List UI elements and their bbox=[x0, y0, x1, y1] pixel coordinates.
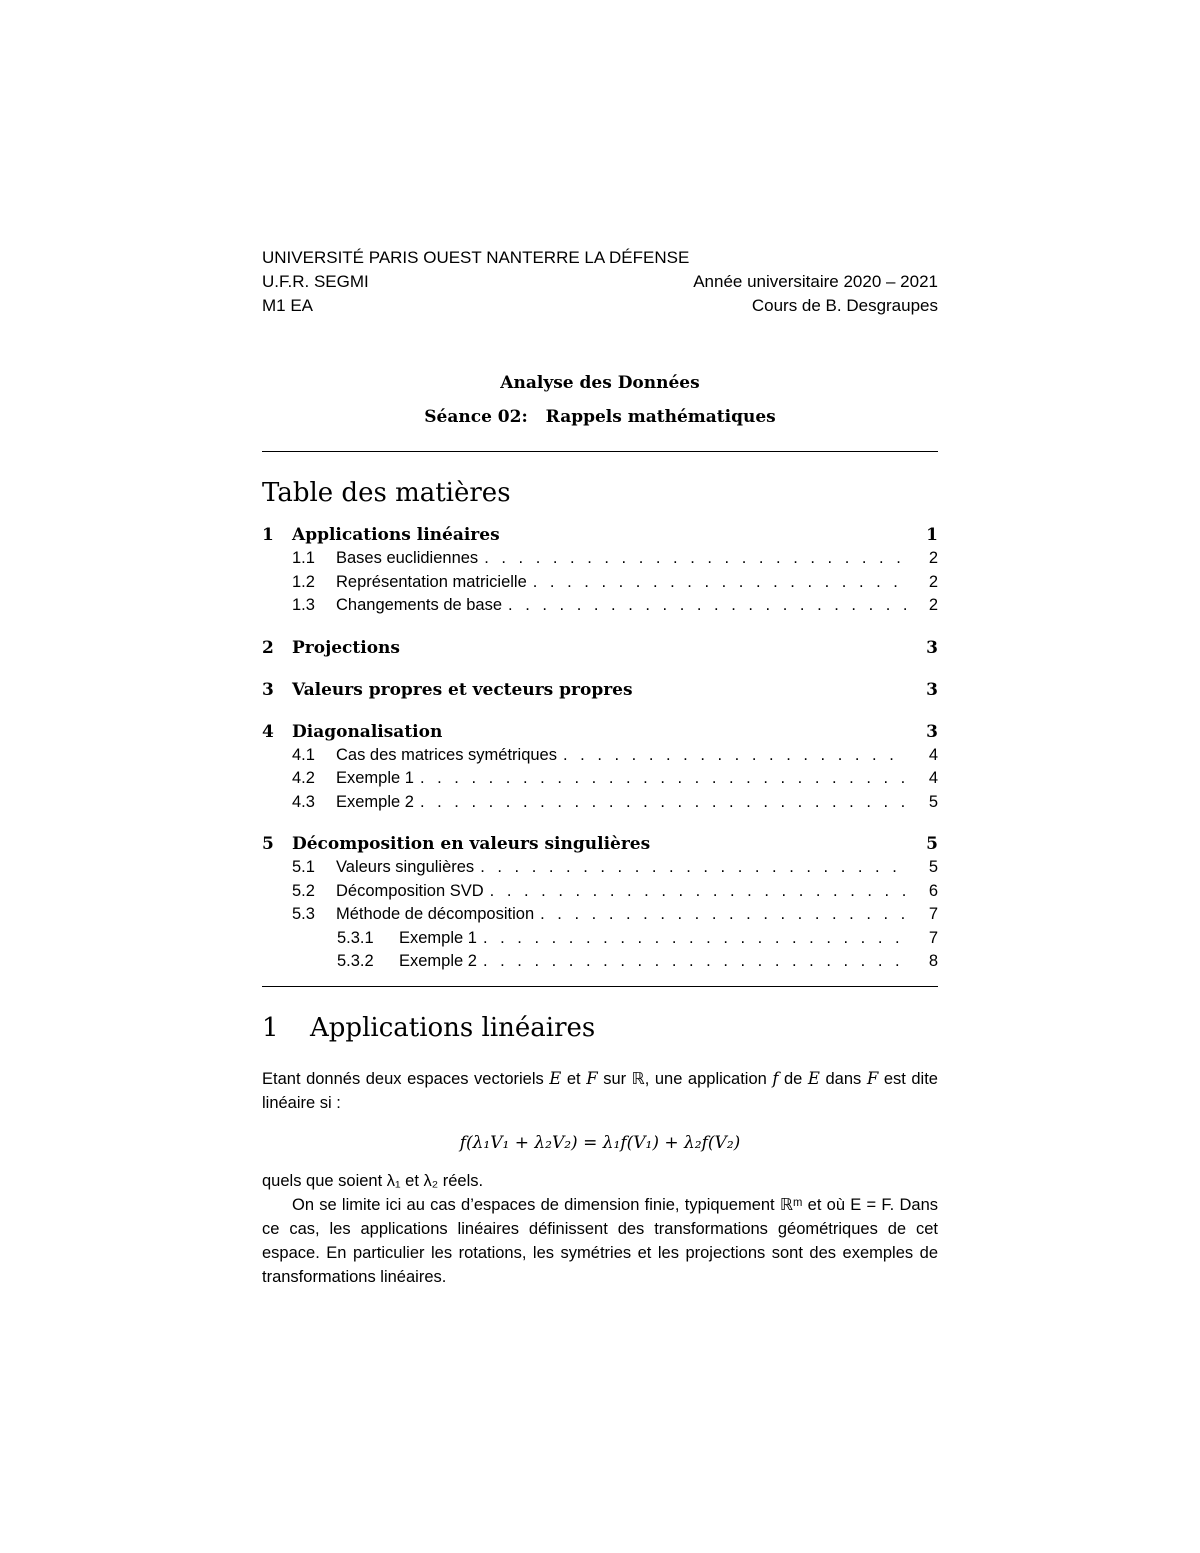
toc-section-number: 1 bbox=[262, 525, 274, 545]
toc-section-page: 5 bbox=[926, 834, 938, 854]
toc-section-page: 1 bbox=[926, 525, 938, 545]
toc-subsection-entry[interactable] bbox=[262, 950, 938, 974]
header-block bbox=[262, 246, 938, 318]
paragraph-definition: Etant donnés deux espaces vectoriels E et F sur ℝ, une application f de E dans F est dite linéaire si : bbox=[262, 1068, 938, 1112]
document-subtitle bbox=[262, 407, 938, 427]
toc-section-number: 3 bbox=[262, 679, 274, 700]
toc-subsection-number: 4.1 bbox=[292, 745, 315, 764]
toc-section-title: Valeurs propres et vecteurs propres bbox=[292, 679, 633, 700]
toc-subsection-number: 4.2 bbox=[292, 769, 315, 787]
section-heading bbox=[262, 1013, 938, 1043]
session-title: Rappels mathématiques bbox=[545, 407, 776, 427]
toc-subsection-entry[interactable] bbox=[262, 791, 938, 815]
toc-subsection-number: 1.3 bbox=[292, 596, 315, 614]
toc-subsection-entry[interactable] bbox=[262, 927, 938, 951]
ufr-name: U.F.R. SEGMI bbox=[262, 272, 369, 291]
toc-subsection-number: 5.2 bbox=[292, 881, 315, 900]
linearity-formula: f(λ₁V₁ + λ₂V₂) = λ₁f(V₁) + λ₂f(V₂) bbox=[459, 1132, 741, 1153]
session-label: Séance 02: bbox=[424, 407, 528, 427]
top-rule bbox=[262, 451, 938, 452]
section-number: 1 bbox=[262, 1012, 279, 1043]
toc-subsection-entry[interactable] bbox=[262, 744, 938, 768]
toc-dot-leader bbox=[477, 927, 906, 951]
toc-subsection-title: Valeurs singulières bbox=[336, 858, 475, 876]
program-name: M1 EA bbox=[262, 296, 314, 315]
academic-year: Année universitaire 2020 – 2021 bbox=[693, 272, 938, 291]
toc-section-title: Applications linéaires bbox=[292, 525, 500, 545]
toc-subsection-entry[interactable] bbox=[262, 571, 938, 595]
toc-section-page: 3 bbox=[926, 637, 938, 658]
toc-subsection-page: 8 bbox=[928, 952, 938, 970]
toc-subsection-page: 2 bbox=[928, 549, 938, 567]
toc-section-page: 3 bbox=[926, 721, 938, 742]
section-title: Applications linéaires bbox=[310, 1012, 596, 1043]
toc-subsection-number: 1.2 bbox=[292, 572, 315, 591]
toc-section-entry[interactable] bbox=[262, 721, 938, 744]
paragraph-lambdas: quels que soient λ₁ et λ₂ réels. bbox=[262, 1171, 484, 1190]
toc-subsection-page: 5 bbox=[928, 792, 938, 811]
toc-subsection-page: 5 bbox=[928, 858, 938, 876]
toc-subsection-number: 5.3.2 bbox=[337, 952, 374, 970]
toc-subsection-page: 4 bbox=[928, 769, 938, 787]
toc-subsection-title: Méthode de décomposition bbox=[336, 905, 535, 923]
toc-dot-leader bbox=[474, 856, 906, 880]
toc-gap bbox=[262, 814, 938, 833]
toc-dot-leader bbox=[527, 571, 906, 595]
toc-subsection-page: 6 bbox=[928, 881, 938, 900]
document-page bbox=[262, 246, 938, 1289]
toc-dot-leader bbox=[502, 594, 906, 618]
toc-subsection-number: 5.3 bbox=[292, 905, 315, 923]
toc-subsection-entry[interactable] bbox=[262, 903, 938, 927]
toc-subsection-entry[interactable] bbox=[262, 594, 938, 618]
toc-subsection-page: 2 bbox=[928, 596, 938, 614]
toc-subsection-entry[interactable] bbox=[262, 880, 938, 904]
toc-section-entry[interactable] bbox=[262, 637, 938, 660]
paragraph-finite-dimension: On se limite ici au cas d’espaces de dimension finie, typiquement ℝᵐ et où E = F. Dans ce cas, les applications linéaires définissent des transformations géométriques de cet espace. En particulier les rotations, les symétries et les projections sont des exemples de transformations linéaires. bbox=[262, 1195, 938, 1286]
toc-gap bbox=[262, 618, 938, 637]
toc-subsection-page: 4 bbox=[928, 745, 938, 764]
toc-section-entry[interactable] bbox=[262, 679, 938, 702]
toc-subsection-title: Cas des matrices symétriques bbox=[336, 745, 557, 764]
toc-subsection-title: Représentation matricielle bbox=[336, 572, 527, 591]
toc-dot-leader bbox=[414, 767, 906, 791]
bottom-rule bbox=[262, 986, 938, 987]
toc-subsection-title: Changements de base bbox=[336, 596, 503, 614]
toc-section-number: 5 bbox=[262, 834, 274, 854]
course-author: Cours de B. Desgraupes bbox=[751, 296, 938, 315]
university-name: UNIVERSITÉ PARIS OUEST NANTERRE LA DÉFENSE bbox=[262, 248, 690, 267]
toc-dot-leader bbox=[534, 903, 906, 927]
document-title: Analyse des Données bbox=[500, 373, 700, 393]
toc-subsection-entry[interactable] bbox=[262, 767, 938, 791]
toc-dot-leader bbox=[557, 744, 906, 768]
toc-subsection-number: 4.3 bbox=[292, 792, 315, 811]
toc-subsection-page: 7 bbox=[928, 928, 938, 947]
toc-section-number: 4 bbox=[262, 721, 274, 742]
toc-subsection-title: Bases euclidiennes bbox=[336, 549, 479, 567]
toc-section-title: Décomposition en valeurs singulières bbox=[292, 834, 651, 854]
toc-dot-leader bbox=[484, 880, 906, 904]
toc-gap bbox=[262, 660, 938, 679]
toc-subsection-number: 5.1 bbox=[292, 858, 315, 876]
toc-subsection-entry[interactable] bbox=[262, 856, 938, 880]
toc-subsection-title: Exemple 1 bbox=[336, 769, 414, 787]
toc-gap bbox=[262, 702, 938, 721]
toc-subsection-entry[interactable] bbox=[262, 547, 938, 571]
toc-section-number: 2 bbox=[262, 637, 274, 658]
toc-section-title: Projections bbox=[292, 637, 400, 658]
toc-heading: Table des matières bbox=[262, 478, 511, 508]
toc-section-title: Diagonalisation bbox=[292, 721, 443, 742]
toc-subsection-title: Exemple 2 bbox=[399, 952, 477, 970]
toc-section-entry[interactable] bbox=[262, 524, 938, 547]
toc-subsection-title: Exemple 1 bbox=[399, 928, 477, 947]
toc-dot-leader bbox=[414, 791, 906, 815]
toc-subsection-title: Exemple 2 bbox=[336, 792, 414, 811]
toc-subsection-number: 5.3.1 bbox=[337, 928, 374, 947]
toc-subsection-page: 2 bbox=[928, 572, 938, 591]
toc-subsection-title: Décomposition SVD bbox=[336, 881, 484, 900]
toc-section-page: 3 bbox=[926, 679, 938, 700]
toc-dot-leader bbox=[478, 547, 906, 571]
toc-dot-leader bbox=[477, 950, 906, 974]
toc-subsection-page: 7 bbox=[928, 905, 938, 923]
table-of-contents bbox=[262, 524, 938, 974]
toc-section-entry[interactable] bbox=[262, 833, 938, 856]
toc-subsection-number: 1.1 bbox=[292, 549, 315, 567]
